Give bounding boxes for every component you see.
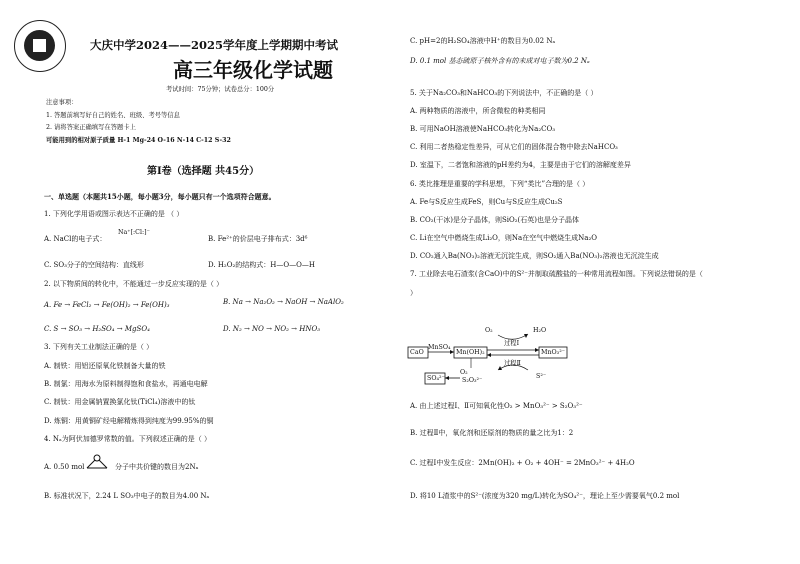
epoxide-structure bbox=[84, 452, 110, 472]
q3-option-a[interactable]: A. 制铁：用铝还原氧化铁制备大量的铁 bbox=[44, 362, 166, 370]
q3-option-b[interactable]: B. 制氯：用海水为原料制得饱和食盐水，再通电电解 bbox=[44, 380, 208, 388]
page-title: 高三年级化学试题 bbox=[173, 58, 333, 82]
q2-option-d[interactable]: D. N₂ → NO → NO₂ → HNO₃ bbox=[223, 325, 320, 333]
q2-option-a[interactable]: A. Fe → FeCl₂ → Fe(OH)₂ → Fe(OH)₃ bbox=[44, 301, 170, 309]
flow-node-so4: SO₄²⁻ bbox=[427, 375, 445, 382]
flow-label-s2: S²⁻ bbox=[536, 373, 547, 380]
question-7-stem: 7. 工业除去电石渣浆(含CaO)中的S²⁻并制取硫酸盐的一种常用流程如图。下列说法错误的是（ bbox=[410, 270, 703, 278]
q7-option-b[interactable]: B. 过程Ⅱ中，氧化剂和还原剂的物质的量之比为1：2 bbox=[410, 429, 574, 437]
q4-option-a-tail: 分子中共价键的数目为2Nₐ bbox=[115, 463, 199, 471]
q2-option-b[interactable]: B. Na → Na₂O₂ → NaOH → NaAlO₂ bbox=[223, 298, 344, 306]
question-3-stem: 3. 下列有关工业制法正确的是（ ） bbox=[44, 343, 154, 351]
flow-node-mno3: MnO₃²⁻ bbox=[541, 349, 566, 356]
flow-label-mnso4: MnSO₄ bbox=[428, 344, 451, 351]
school-exam-title: 大庆中学2024——2025学年度上学期期中考试 bbox=[90, 38, 339, 52]
process-flow-diagram bbox=[400, 320, 800, 390]
flow-label-h2o: H₂O bbox=[533, 327, 547, 334]
q4-option-d[interactable]: D. 0.1 mol 基态硫原子核外含有的未成对电子数为0.2 Nₐ bbox=[410, 57, 590, 65]
q5-option-c[interactable]: C. 利用二者热稳定性差异，可从它们的固体混合物中除去NaHCO₃ bbox=[410, 143, 618, 151]
q7-option-c[interactable]: C. 过程Ⅰ中发生反应：2Mn(OH)₂ + O₂ + 4OH⁻ = 2MnO₃²⁻ + 4H₂O bbox=[410, 459, 635, 467]
flow-node-mnoh2: Mn(OH)₂ bbox=[456, 349, 485, 356]
q5-option-b[interactable]: B. 可用NaOH溶液使NaHCO₃转化为Na₂CO₃ bbox=[410, 125, 556, 133]
logo-emblem bbox=[31, 37, 48, 54]
school-logo bbox=[14, 20, 66, 72]
q5-option-d[interactable]: D. 室温下，二者饱和溶液的pH差约为4，主要是由于它们的溶解度差异 bbox=[410, 161, 631, 169]
nacl-electron-formula: Na⁺[:Cl:]⁻ bbox=[118, 229, 150, 236]
flow-label-o2-top: O₂ bbox=[485, 327, 493, 334]
right-column bbox=[400, 0, 800, 564]
q2-option-c[interactable]: C. S → SO₃ → H₂SO₄ → MgSO₄ bbox=[44, 325, 150, 333]
q6-option-c[interactable]: C. Li在空气中燃烧生成Li₂O，则Na在空气中燃烧生成Na₂O bbox=[410, 234, 598, 242]
q1-option-d[interactable]: D. H₂O₂的结构式：H—O—O—H bbox=[208, 261, 315, 269]
q4-option-b[interactable]: B. 标准状况下，2.24 L SO₃中电子的数目为4.00 Nₐ bbox=[44, 492, 210, 500]
q6-option-d[interactable]: D. CO₂通入Ba(NO₃)₂溶液无沉淀生成，则SO₂通入Ba(NO₃)₂溶液也无沉淀生成 bbox=[410, 252, 659, 260]
q6-option-a[interactable]: A. Fe与S反应生成FeS，则Cu与S反应生成Cu₂S bbox=[410, 198, 563, 206]
question-4-stem: 4. Nₐ为阿伏加德罗常数的值。下列叙述正确的是（ ） bbox=[44, 435, 211, 443]
question-2-stem: 2. 以下物质间的转化中，不能通过一步反应实现的是（ ） bbox=[44, 280, 224, 288]
q3-option-d[interactable]: D. 炼铜：用黄铜矿经电解精炼得到纯度为99.95%的铜 bbox=[44, 417, 214, 425]
q7-option-a[interactable]: A. 由上述过程Ⅰ、Ⅱ可知氧化性O₂ > MnO₃²⁻ > S₂O₃²⁻ bbox=[410, 402, 583, 410]
flow-node-cao: CaO bbox=[410, 349, 424, 356]
question-5-stem: 5. 关于Na₂CO₃和NaHCO₃的下列说法中，不正确的是（ ） bbox=[410, 89, 598, 97]
section-title: 第Ⅰ卷（选择题 共45分） bbox=[147, 166, 260, 177]
section-intro: 一、单选题（本题共15小题，每小题3分，每小题只有一个选项符合题意。 bbox=[44, 192, 276, 201]
question-7-stem-end: ） bbox=[410, 289, 417, 297]
q4-option-a[interactable]: A. 0.50 mol bbox=[44, 463, 85, 471]
q1-option-c[interactable]: C. SO₃分子的空间结构：直线形 bbox=[44, 261, 144, 269]
q1-option-b[interactable]: B. Fe²⁺的价层电子排布式：3d⁶ bbox=[208, 235, 308, 243]
q1-option-a[interactable]: A. NaCl的电子式： bbox=[44, 235, 107, 243]
exam-meta: 考试时间：75分钟；试卷总分：100分 bbox=[166, 86, 275, 93]
q6-option-b[interactable]: B. CO₂(干冰)是分子晶体，则SiO₂(石英)也是分子晶体 bbox=[410, 216, 579, 224]
flow-label-o2-bottom: O₂ bbox=[460, 369, 468, 376]
flow-label-process-2: 过程Ⅱ bbox=[504, 360, 521, 367]
note-item: 2. 请将答案正确填写在答题卡上 bbox=[46, 124, 136, 131]
atomic-masses: 可能用到的相对原子质量 H-1 Mg-24 O-16 N-14 C-12 S-32 bbox=[46, 137, 231, 144]
q4-option-c[interactable]: C. pH=2的H₂SO₄溶液中H⁺的数目为0.02 Nₐ bbox=[410, 37, 556, 45]
notes-heading: 注意事项： bbox=[46, 99, 78, 106]
q7-option-d[interactable]: D. 将10 L渣浆中的S²⁻(浓度为320 mg/L)转化为SO₄²⁻，理论上至少需要氧气0.2 mol bbox=[410, 492, 680, 500]
note-item: 1. 答题前填写好自己的姓名、班级、考号等信息 bbox=[46, 112, 180, 119]
flow-node-s2o3: S₂O₃²⁻ bbox=[462, 377, 483, 384]
question-1-stem: 1. 下列化学用语或图示表达不正确的是 （ ） bbox=[44, 210, 184, 218]
flow-label-process-1: 过程Ⅰ bbox=[504, 340, 520, 347]
q5-option-a[interactable]: A. 两种物质的溶液中，所含微粒的种类相同 bbox=[410, 107, 546, 115]
q3-option-c[interactable]: C. 制钛：用金属钠置换氯化钛(TiCl₄)溶液中的钛 bbox=[44, 398, 196, 406]
question-6-stem: 6. 类比推理是重要的学科思想，下列“类比”合理的是（ ） bbox=[410, 180, 590, 188]
